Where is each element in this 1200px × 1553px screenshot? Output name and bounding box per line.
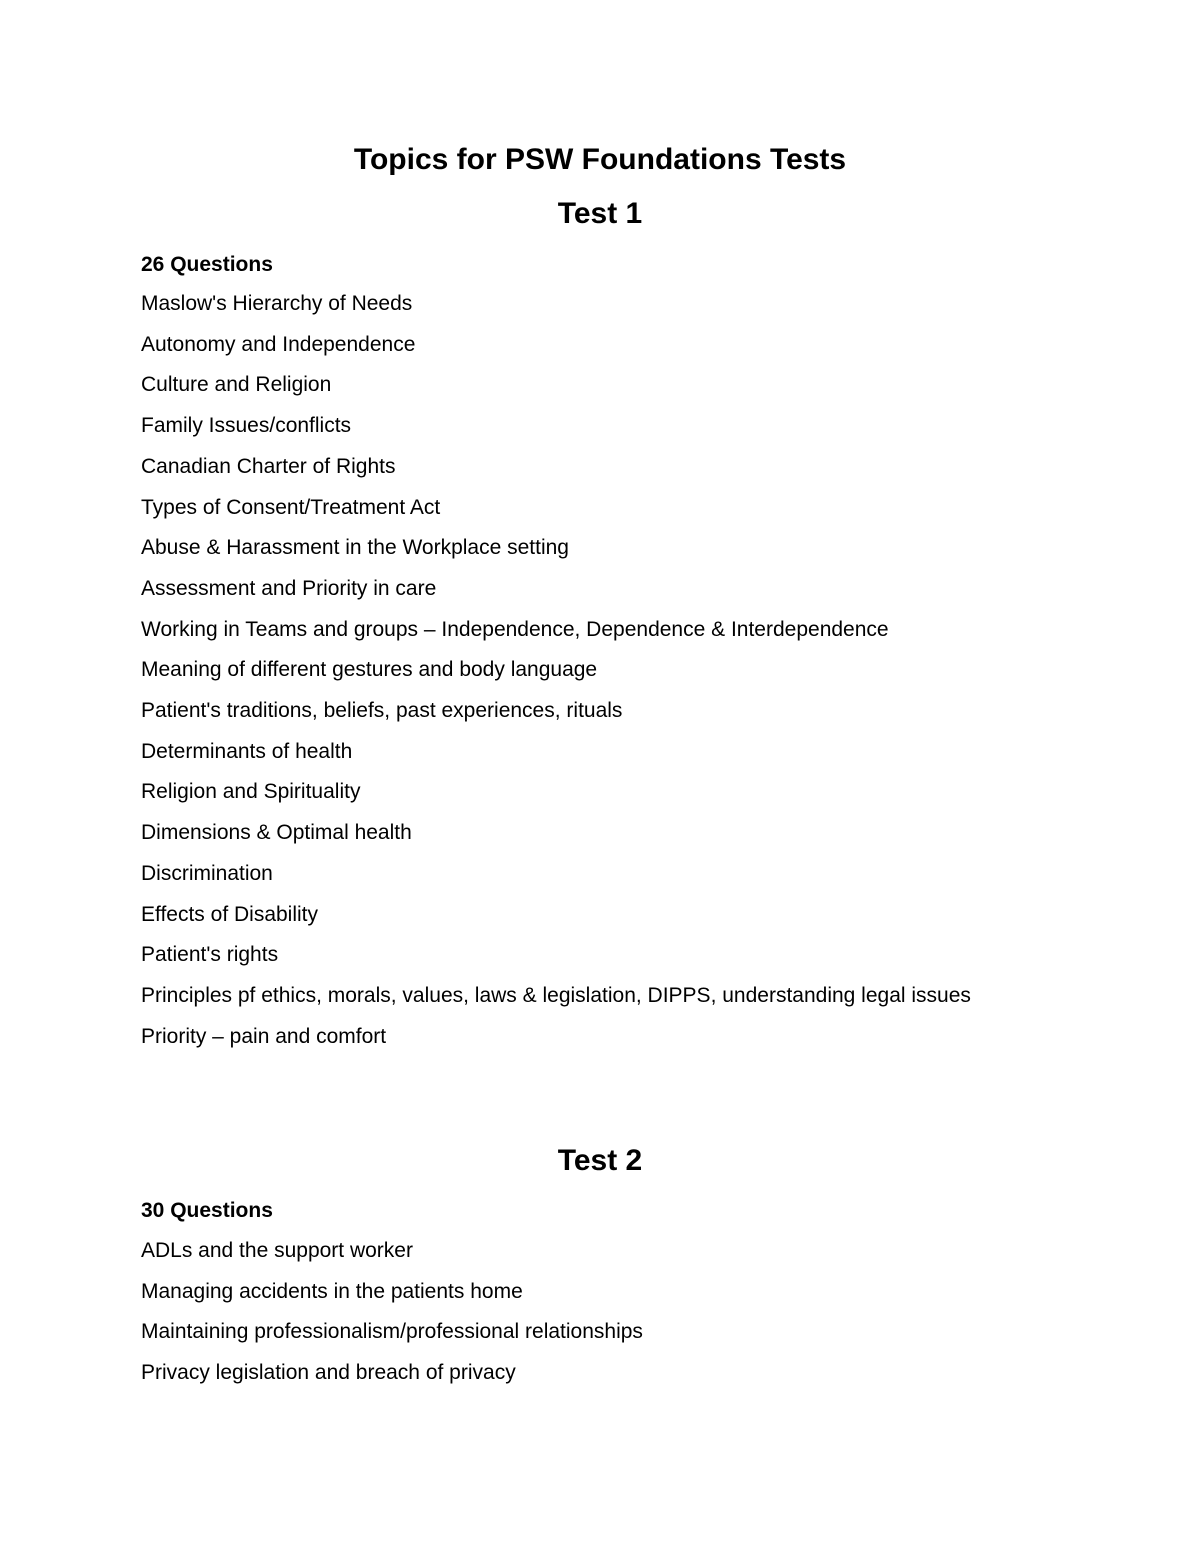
test-1-topic: Priority – pain and comfort <box>141 1024 387 1048</box>
test-1-topic: Patient's traditions, beliefs, past experiences, rituals <box>141 699 623 723</box>
test-1-heading: Test 1 <box>557 197 643 230</box>
test-1-topic: Types of Consent/Treatment Act <box>141 495 441 519</box>
test-1-question-count: 26 Questions <box>141 253 273 276</box>
test-2-topic: Managing accidents in the patients home <box>141 1279 523 1303</box>
test-1-topic: Patient's rights <box>141 943 279 967</box>
test-1-topic: Determinants of health <box>141 739 353 763</box>
test-1-topic: Principles pf ethics, morals, values, laws & legislation, DIPPS, understanding legal issues <box>141 983 971 1007</box>
test-2-topic: ADLs and the support worker <box>141 1239 413 1262</box>
test-1-topic: Assessment and Priority in care <box>141 576 437 600</box>
test-1-topic: Maslow's Hierarchy of Needs <box>141 292 413 315</box>
test-2-heading: Test 2 <box>557 1144 643 1177</box>
test-1-topic: Abuse & Harassment in the Workplace setting <box>141 536 569 560</box>
test-1-topic: Canadian Charter of Rights <box>141 454 396 478</box>
test-1-topic: Autonomy and Independence <box>141 332 416 356</box>
test-2-topic-list <box>141 1231 1041 1394</box>
test-1-topic: Family Issues/conflicts <box>141 414 352 438</box>
test-1-topic: Discrimination <box>141 861 273 885</box>
test-1-topic: Working in Teams and groups – Independence, Dependence & Interdependence <box>141 617 889 641</box>
test-1-topic: Meaning of different gestures and body language <box>141 658 598 682</box>
test-2-topic: Maintaining professionalism/professional relationships <box>141 1320 643 1344</box>
test-2-question-count: 30 Questions <box>141 1199 273 1222</box>
test-1-topic: Dimensions & Optimal health <box>141 821 412 845</box>
test-2-topic: Privacy legislation and breach of privacy <box>141 1361 516 1385</box>
test-1-topic: Religion and Spirituality <box>141 780 361 804</box>
document-title: Topics for PSW Foundations Tests <box>353 143 847 176</box>
test-1-topic: Culture and Religion <box>141 373 332 397</box>
test-1-topic: Effects of Disability <box>141 902 319 926</box>
test-1-topic-list <box>141 284 1041 1057</box>
